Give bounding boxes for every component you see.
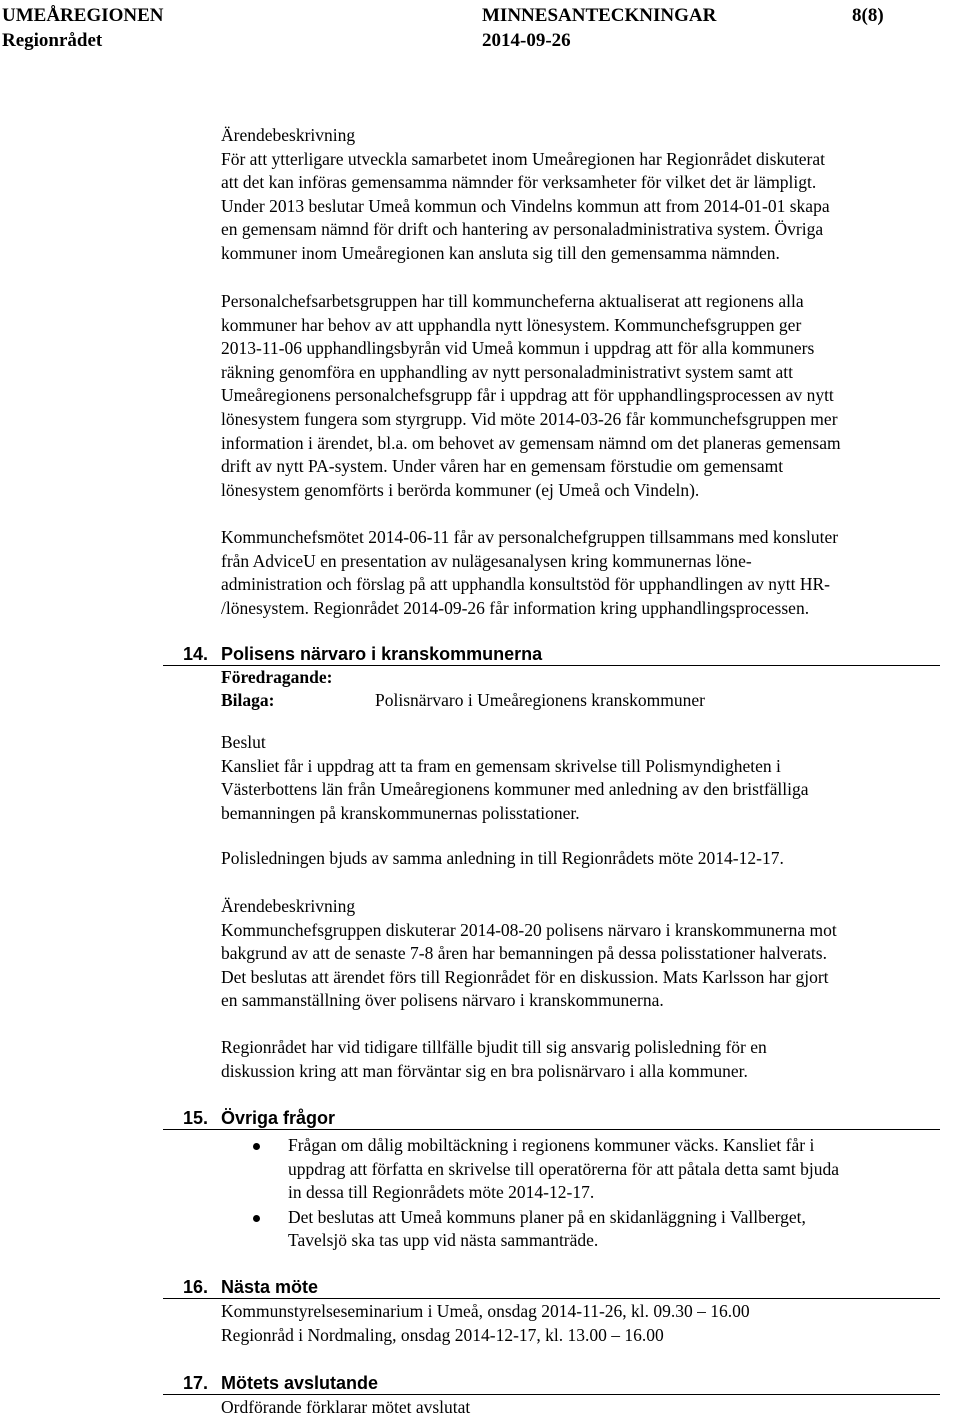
intro-paragraph-3 <box>221 526 941 620</box>
text-line: Frågan om dålig mobiltäckning i regionens kommuner väcks. Kansliet får i <box>288 1135 815 1155</box>
attachment-value: Polisnärvaro i Umeåregionens kranskommuner <box>375 690 705 710</box>
section-15-bullets <box>221 1134 941 1253</box>
section-number: 14. <box>182 644 208 664</box>
text-line: Kansliet får i uppdrag att ta fram en gemensam skrivelse till Polismyndigheten i <box>221 755 781 776</box>
bullet-item <box>221 1206 941 1253</box>
text-line: Kommunchefsgruppen diskuterar 2014-08-20 polisens närvaro i kranskommunerna mot <box>221 919 837 940</box>
text-line: Det beslutas att Umeå kommuns planer på en skidanläggning i Vallberget, <box>288 1206 806 1227</box>
text-line: Under 2013 beslutar Umeå kommun och Vindelns kommun att from 2014-01-01 skapa <box>221 195 830 216</box>
section-title: Nästa möte <box>221 1277 319 1297</box>
text-line: kommuner inom Umeåregionen kan ansluta sig till den gemensamma nämnden. <box>221 242 780 263</box>
decision-heading: Beslut <box>221 732 266 752</box>
text-line: diskussion kring att man förväntar sig en bra polisnärvaro i alla kommuner. <box>221 1060 748 1081</box>
intro-heading: Ärendebeskrivning <box>221 125 356 145</box>
section-14-heading <box>163 643 542 665</box>
text-line: lönesystem fungera som styrgrupp. Vid möte 2014-03-26 får kommunchefsgruppen mer <box>221 408 838 429</box>
text-line: räkning genomföra en upphandling av nytt personaladministrativt system samt att <box>221 361 794 382</box>
text-line: Personalchefsarbetsgruppen har till kommuncheferna aktualiserat att regionens alla <box>221 291 804 311</box>
text-line: Regionråd i Nordmaling, onsdag 2014-12-17, kl. 13.00 – 16.00 <box>221 1324 664 1345</box>
text-line: Tavelsjö ska tas upp vid nästa sammanträde. <box>288 1230 599 1251</box>
section-rule <box>163 1129 940 1130</box>
text-line: Västerbottens län från Umeåregionens kommuner med anledning av den bristfälliga <box>221 779 809 800</box>
text-line: För att ytterligare utveckla samarbetet inom Umeåregionen har Regionrådet diskuterat <box>221 148 826 169</box>
text-line: bemanningen på kranskommunernas polisstationer. <box>221 802 580 823</box>
text-line: administration och förslag på att upphandla konsultstöd för upphandlingen av nytt HR- <box>221 574 830 595</box>
text-line: uppdrag att författa en skrivelse till operatörerna för att påtala detta samt bjuda <box>288 1158 840 1179</box>
section-number: 17. <box>182 1373 208 1393</box>
bullet-dot-icon <box>253 1143 260 1150</box>
text-line: kommuner har behov av att upphandla nytt lönesystem. Kommunchefsgruppen ger <box>221 314 802 335</box>
presenter-row <box>221 666 375 690</box>
description-heading: Ärendebeskrivning <box>221 896 356 916</box>
text-line: en gemensam nämnd för drift och hantering av personaladministrativa system. Övriga <box>221 219 824 240</box>
text-line: Regionrådet har vid tidigare tillfälle bjudit till sig ansvarig polisledning för en <box>221 1037 767 1057</box>
text-line: in dessa till Regionrådets möte 2014-12-17. <box>288 1182 595 1203</box>
decision-paragraph-2 <box>221 847 941 871</box>
section-17-heading <box>163 1372 378 1394</box>
text-line: att det kan införas gemensamma nämnder för verksamheter för vilket det är lämpligt. <box>221 172 817 193</box>
bullet-dot-icon <box>253 1215 260 1222</box>
header-page-number: 8(8) <box>852 5 884 26</box>
attachment-label: Bilaga: <box>221 690 275 710</box>
section-title: Polisens närvaro i kranskommunerna <box>221 644 543 664</box>
text-line: Umeåregionens personalchefsgrupp får i uppdrag att för upphandlingsprocessen av nytt <box>221 385 834 406</box>
text-line: bakgrund av att de senaste 7-8 åren har bemanningen på dessa polisstationer halverats. <box>221 943 827 964</box>
intro-paragraph-2 <box>221 290 941 502</box>
intro-section <box>221 124 941 266</box>
text-line: information i ärendet, bl.a. om behovet av gemensam nämnd om det planeras gemensam <box>221 432 841 453</box>
section-title: Mötets avslutande <box>221 1373 379 1393</box>
section-number: 16. <box>182 1277 208 1297</box>
section-14-description-2 <box>221 1036 941 1083</box>
header-org: UMEÅREGIONEN <box>2 5 164 26</box>
text-line: 2013-11-06 upphandlingsbyrån vid Umeå kommun i uppdrag att för alla kommuners <box>221 338 815 359</box>
section-rule <box>163 1298 940 1299</box>
section-14-description <box>221 895 941 1013</box>
attachment-row <box>221 689 705 713</box>
next-meeting-list <box>221 1300 941 1347</box>
section-15-heading <box>163 1107 335 1129</box>
text-line: Polisledningen bjuds av samma anledning in till Regionrådets möte 2014-12-17. <box>221 848 784 868</box>
presenter-label: Föredragande: <box>221 667 333 687</box>
section-title: Övriga frågor <box>221 1108 336 1128</box>
intro-paragraph-1 <box>221 148 941 266</box>
text-line: från AdviceU en presentation av nulägesanalysen kring kommunernas löne- <box>221 550 752 571</box>
header-date: 2014-09-26 <box>482 30 571 51</box>
text-line: Ordförande förklarar mötet avslutat <box>221 1397 471 1417</box>
text-line: lönesystem genomförts i berörda kommuner (ej Umeå och Vindeln). <box>221 479 700 500</box>
decision-block <box>221 731 941 825</box>
text-line: Kommunchefsmötet 2014-06-11 får av personalchefgruppen tillsammans med konsluter <box>221 527 839 547</box>
text-line: /lönesystem. Regionrådet 2014-09-26 får information kring upphandlingsprocessen. <box>221 597 810 618</box>
section-16-heading <box>163 1276 318 1298</box>
text-line: drift av nytt PA-system. Under våren har en gemensam förstudie om gemensamt <box>221 456 784 477</box>
header-body: Regionrådet <box>2 30 103 51</box>
section-number: 15. <box>182 1108 208 1128</box>
text-line: en sammanställning över polisens närvaro i kranskommunerna. <box>221 990 664 1011</box>
text-line: Det beslutas att ärendet förs till Regionrådet för en diskussion. Mats Karlsson har gjort <box>221 966 829 987</box>
header-doc-type: MINNESANTECKNINGAR <box>482 5 717 26</box>
section-rule <box>163 1394 940 1395</box>
text-line: Kommunstyrelseseminarium i Umeå, onsdag 2014-11-26, kl. 09.30 – 16.00 <box>221 1301 750 1321</box>
bullet-item <box>221 1134 941 1205</box>
closing-line <box>221 1396 941 1420</box>
